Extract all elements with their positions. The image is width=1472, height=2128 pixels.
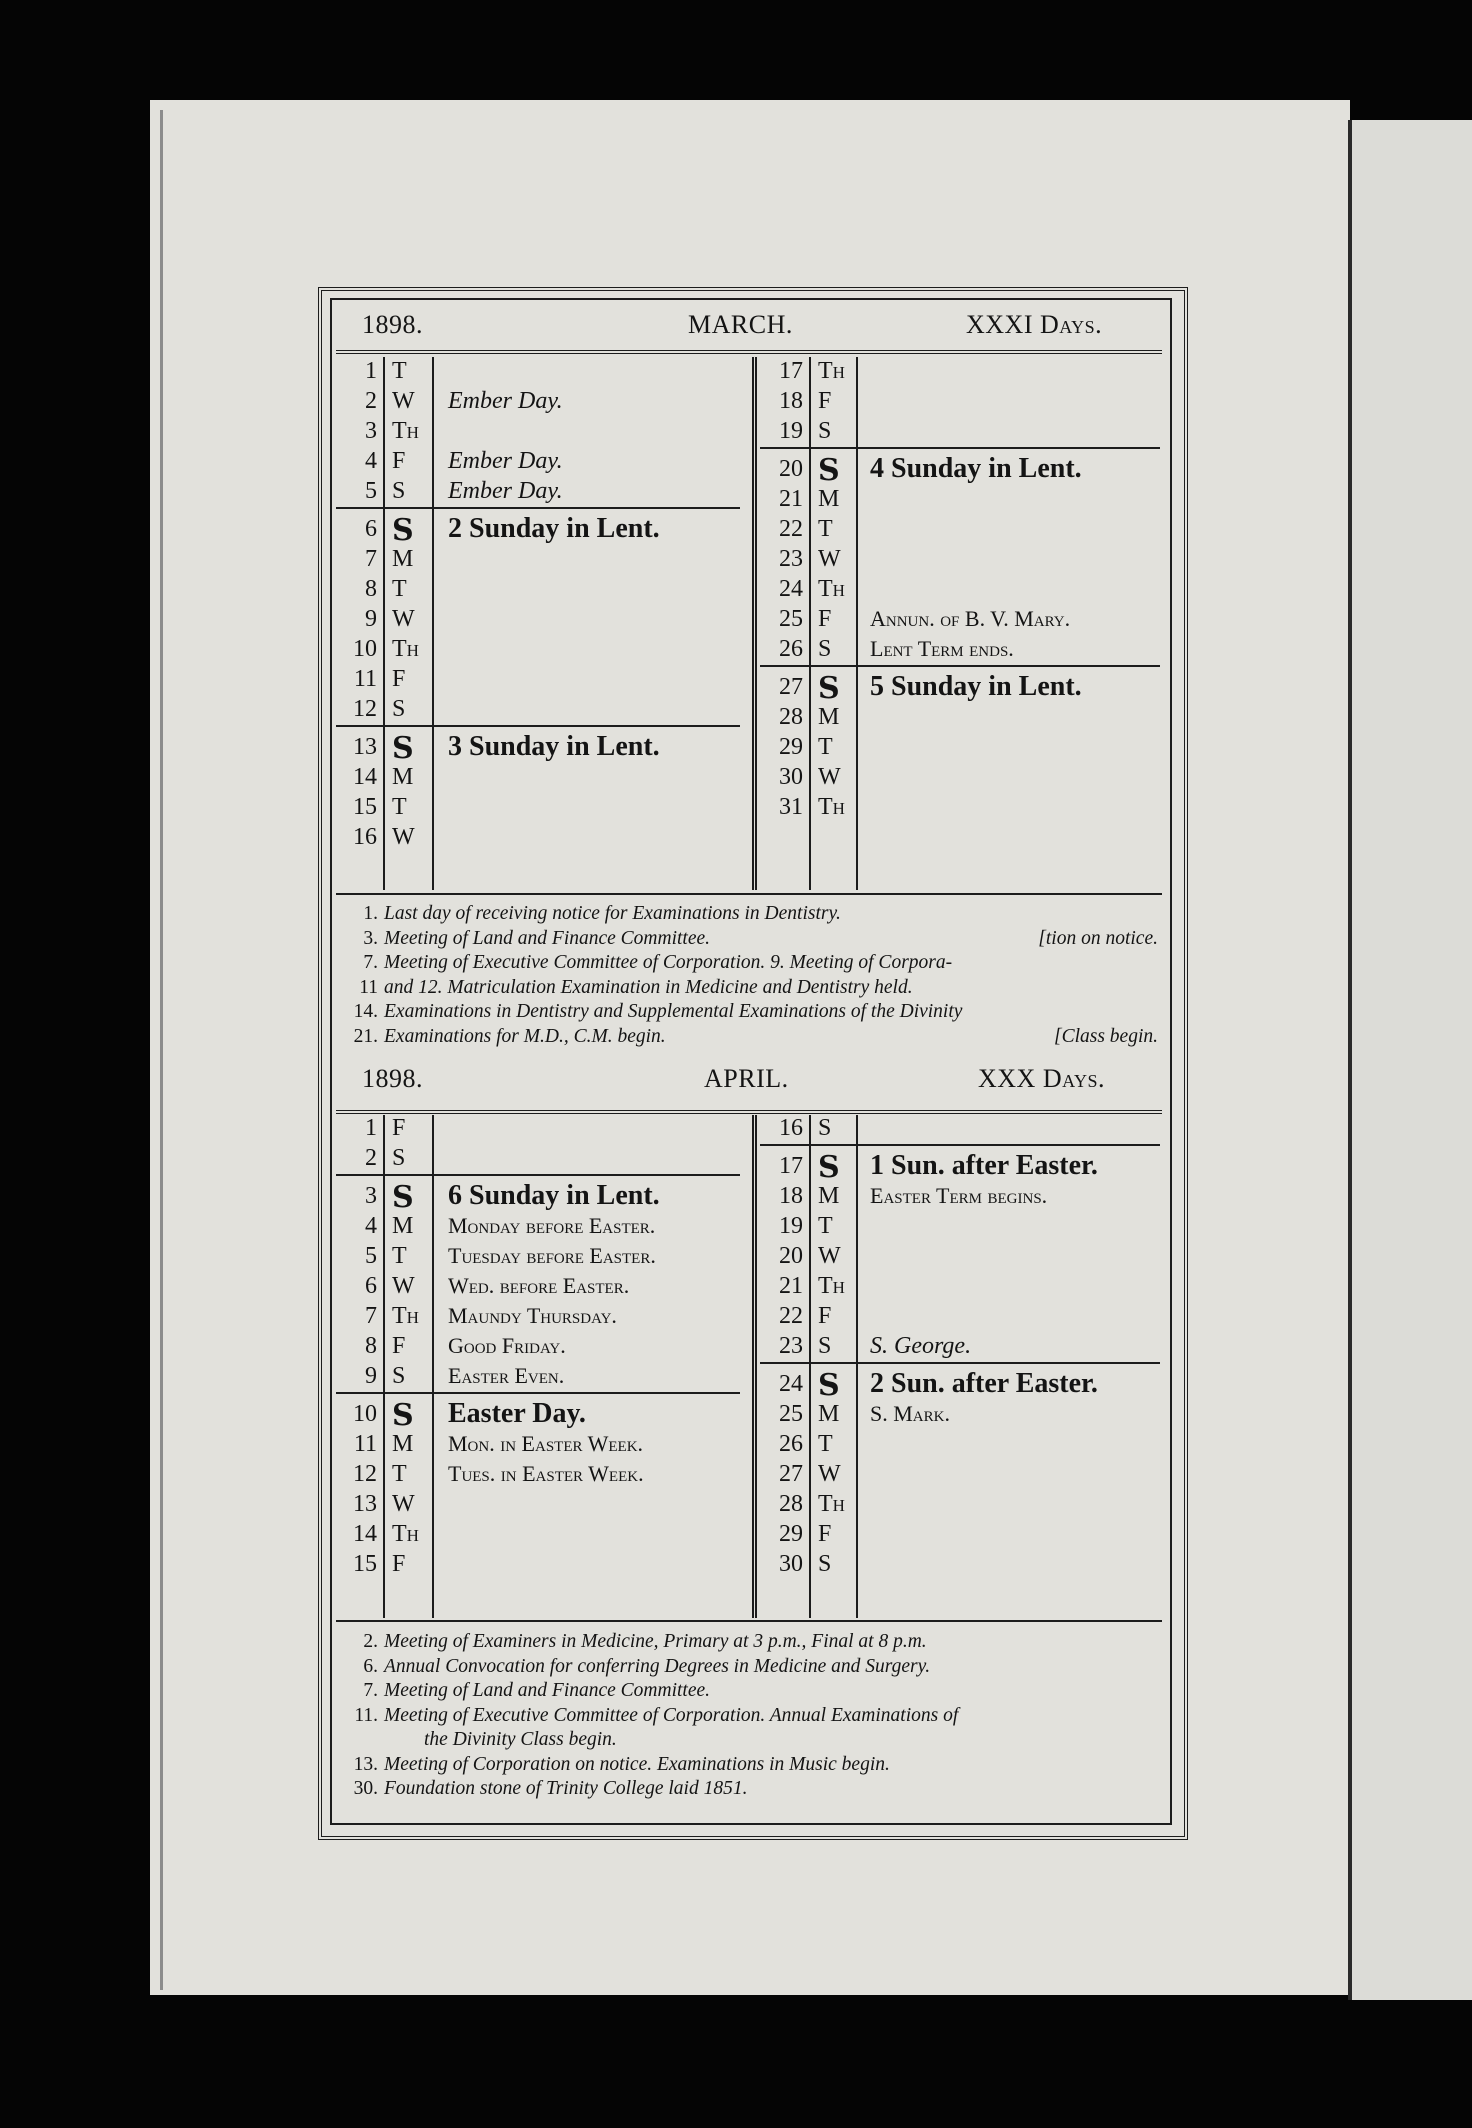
march-date-number: 4 [365, 448, 377, 474]
april-note-text: Meeting of Land and Finance Committee. [384, 1680, 711, 1701]
march-notes-rule [336, 893, 1162, 895]
march-weekday: T [392, 794, 407, 820]
march-sunday-glyph: S [818, 453, 840, 488]
march-sunday-glyph: S [392, 731, 414, 766]
march-day-note: Ember Day. [448, 478, 563, 504]
april-note-line [340, 1655, 1158, 1680]
march-weekday: M [818, 704, 840, 730]
april-day-note: Easter Even. [448, 1363, 565, 1388]
april-date-number: 12 [353, 1461, 377, 1487]
march-date-number: 8 [365, 576, 377, 602]
april-day-note: Mon. in Easter Week. [448, 1431, 644, 1456]
april-date-number: 16 [779, 1115, 803, 1141]
march-sunday-glyph: S [818, 671, 840, 706]
april-weekday: S [392, 1363, 406, 1389]
april-note-number: 7. [363, 1680, 378, 1701]
april-day-note: Monday before Easter. [448, 1213, 656, 1238]
march-weekday: Th [392, 636, 419, 662]
march-day-note: 4 Sunday in Lent. [870, 453, 1082, 484]
march-weekday: F [392, 666, 406, 692]
april-week-rule [760, 1144, 1160, 1146]
march-date-number: 14 [353, 764, 377, 790]
march-date-number: 9 [365, 606, 377, 632]
march-day-note: Ember Day. [448, 388, 563, 414]
april-day-note: Good Friday. [448, 1333, 566, 1358]
april-weekday: F [392, 1333, 406, 1359]
april-date-number: 30 [779, 1551, 803, 1577]
march-date-number: 16 [353, 824, 377, 850]
march-col-sep [432, 357, 434, 890]
april-weekday: F [392, 1115, 406, 1141]
april-col-sep [809, 1115, 811, 1618]
april-weekday: T [392, 1461, 407, 1487]
march-days-count: XXXI Days. [966, 310, 1103, 339]
march-note-text: Examinations for M.D., C.M. begin. [384, 1025, 666, 1047]
march-date-number: 18 [779, 388, 803, 414]
april-note-text: Foundation stone of Trinity College laid 1851. [384, 1778, 748, 1799]
april-weekday: W [818, 1243, 841, 1269]
march-note-number: 21. [353, 1025, 378, 1047]
march-date-number: 22 [779, 516, 803, 542]
april-weekday: M [818, 1183, 840, 1209]
april-day-note: 6 Sunday in Lent. [448, 1180, 660, 1211]
april-header-rule [336, 1110, 1162, 1114]
march-date-number: 20 [779, 456, 803, 482]
march-weekday: Th [818, 358, 845, 384]
april-date-number: 18 [779, 1183, 803, 1209]
april-note-text: Annual Convocation for conferring Degrees in Medicine and Surgery. [384, 1655, 931, 1677]
april-weekday: M [392, 1213, 414, 1239]
april-date-number: 2 [365, 1145, 377, 1171]
march-date-number: 27 [779, 674, 803, 700]
april-days-count: XXX Days. [978, 1064, 1105, 1093]
april-weekday: M [818, 1401, 840, 1427]
april-sunday-glyph: S [392, 1398, 414, 1433]
march-note-line [340, 902, 1158, 927]
march-note-line [340, 1025, 1158, 1050]
april-day-note: S. George. [870, 1333, 972, 1359]
april-day-note: Wed. before Easter. [448, 1273, 630, 1298]
april-day-note: Easter Term begins. [870, 1183, 1048, 1208]
april-note-number: 13. [353, 1753, 378, 1775]
april-day-note: Tues. in Easter Week. [448, 1461, 644, 1486]
april-date-number: 13 [353, 1491, 377, 1517]
april-weekday: W [392, 1273, 415, 1299]
march-date-number: 5 [365, 478, 377, 504]
march-weekday: M [392, 764, 414, 790]
april-col-sep [432, 1115, 434, 1618]
april-notes-rule [336, 1620, 1162, 1622]
april-day-note: Tuesday before Easter. [448, 1243, 656, 1268]
march-date-number: 11 [353, 666, 377, 692]
april-year: 1898. [362, 1064, 423, 1093]
march-month-title: MARCH. [688, 310, 793, 339]
march-notes [340, 902, 1158, 1049]
april-sunday-glyph: S [818, 1368, 840, 1403]
march-date-number: 6 [365, 516, 377, 542]
april-note-text: Meeting of Executive Committee of Corporation. Annual Examinations of [384, 1704, 959, 1726]
march-date-number: 31 [779, 794, 803, 820]
april-weekday: T [818, 1213, 833, 1239]
april-date-number: 7 [365, 1303, 377, 1329]
april-date-number: 9 [365, 1363, 377, 1389]
march-note-line [340, 951, 1158, 976]
april-date-number: 21 [779, 1273, 803, 1299]
march-col-sep [809, 357, 811, 890]
march-weekday: Th [392, 418, 419, 444]
march-header-rule [336, 350, 1162, 354]
april-note-line [340, 1777, 1158, 1802]
march-date-number: 10 [353, 636, 377, 662]
april-date-number: 8 [365, 1333, 377, 1359]
march-weekday: W [392, 388, 415, 414]
march-note-number: 14. [353, 1001, 378, 1022]
april-week-rule [760, 1362, 1160, 1364]
april-weekday: S [392, 1145, 406, 1171]
april-day-note: 2 Sun. after Easter. [870, 1368, 1098, 1399]
april-date-number: 3 [365, 1183, 377, 1209]
april-date-number: 17 [779, 1153, 803, 1179]
april-note-line [340, 1753, 1158, 1778]
march-note-number: 11 [359, 976, 378, 998]
april-sunday-glyph: S [392, 1180, 414, 1215]
april-notes [340, 1630, 1158, 1802]
march-weekday: T [392, 576, 407, 602]
april-date-number: 27 [779, 1461, 803, 1487]
april-note-text: Meeting of Examiners in Medicine, Primary at 3 p.m., Final at 8 p.m. [384, 1631, 927, 1652]
march-date-number: 13 [353, 734, 377, 760]
march-week-rule [760, 447, 1160, 449]
march-note-line [340, 1000, 1158, 1025]
april-date-number: 29 [779, 1521, 803, 1547]
march-weekday: T [818, 734, 833, 760]
march-col-sep [856, 357, 858, 890]
march-weekday: S [392, 478, 406, 504]
april-date-number: 25 [779, 1401, 803, 1427]
march-week-rule [336, 507, 740, 509]
april-note-text: the Divinity Class begin. [424, 1729, 617, 1750]
march-date-number: 25 [779, 606, 803, 632]
march-note-continuation: [tion on notice. [1038, 927, 1158, 949]
march-weekday: S [818, 636, 832, 662]
april-day-note: Maundy Thursday. [448, 1303, 617, 1328]
april-weekday: S [818, 1551, 832, 1577]
april-note-number: 2. [363, 1631, 378, 1652]
april-date-number: 26 [779, 1431, 803, 1457]
april-note-number: 30. [353, 1778, 378, 1799]
march-note-number: 1. [363, 903, 378, 924]
april-date-number: 1 [365, 1115, 377, 1141]
april-date-number: 28 [779, 1491, 803, 1517]
april-date-number: 11 [353, 1431, 377, 1457]
april-weekday: F [818, 1303, 832, 1329]
april-weekday: M [392, 1431, 414, 1457]
march-sunday-glyph: S [392, 513, 414, 548]
facing-page [1348, 120, 1472, 2000]
april-weekday: T [818, 1431, 833, 1457]
april-day-note: 1 Sun. after Easter. [870, 1150, 1098, 1181]
march-week-rule [336, 725, 740, 727]
march-weekday: T [392, 358, 407, 384]
april-date-number: 20 [779, 1243, 803, 1269]
april-note-line [340, 1679, 1158, 1704]
april-date-number: 14 [353, 1521, 377, 1547]
april-date-number: 10 [353, 1401, 377, 1427]
march-date-number: 2 [365, 388, 377, 414]
march-note-text: and 12. Matriculation Examination in Medicine and Dentistry held. [384, 976, 913, 998]
march-date-number: 12 [353, 696, 377, 722]
march-weekday: Th [818, 794, 845, 820]
march-date-number: 15 [353, 794, 377, 820]
march-date-number: 21 [779, 486, 803, 512]
march-day-note: 3 Sunday in Lent. [448, 731, 660, 762]
april-date-number: 19 [779, 1213, 803, 1239]
march-date-number: 29 [779, 734, 803, 760]
april-note-number: 6. [363, 1655, 378, 1677]
april-weekday: F [392, 1551, 406, 1577]
march-date-number: 30 [779, 764, 803, 790]
march-weekday: S [392, 696, 406, 722]
april-date-number: 15 [353, 1551, 377, 1577]
april-col-sep [856, 1115, 858, 1618]
april-date-number: 23 [779, 1333, 803, 1359]
march-weekday: F [818, 388, 832, 414]
april-sunday-glyph: S [818, 1150, 840, 1185]
march-note-line [340, 976, 1158, 1001]
april-date-number: 6 [365, 1273, 377, 1299]
march-date-number: 3 [365, 418, 377, 444]
march-day-note: 2 Sunday in Lent. [448, 513, 660, 544]
march-day-note: Ember Day. [448, 448, 563, 474]
march-date-number: 24 [779, 576, 803, 602]
march-note-text: Last day of receiving notice for Examinations in Dentistry. [384, 903, 841, 924]
march-year: 1898. [362, 310, 423, 339]
march-col-sep [383, 357, 385, 890]
april-weekday: Th [818, 1491, 845, 1517]
april-weekday: Th [818, 1273, 845, 1299]
april-weekday: S [818, 1333, 832, 1359]
april-week-rule [336, 1174, 740, 1176]
march-date-number: 19 [779, 418, 803, 444]
march-note-text: Meeting of Executive Committee of Corporation. 9. Meeting of Corpora- [384, 952, 953, 973]
march-note-text: Examinations in Dentistry and Supplemental Examinations of the Divinity [384, 1001, 963, 1022]
march-weekday: W [392, 606, 415, 632]
april-week-rule [336, 1392, 740, 1394]
march-weekday: M [392, 546, 414, 572]
april-date-number: 4 [365, 1213, 377, 1239]
march-date-number: 28 [779, 704, 803, 730]
march-note-continuation: [Class begin. [1053, 1025, 1158, 1047]
april-weekday: T [392, 1243, 407, 1269]
march-week-rule [760, 665, 1160, 667]
april-note-number: 11. [354, 1704, 378, 1726]
april-note-line [340, 1630, 1158, 1655]
april-note-line [340, 1728, 1158, 1753]
april-month-title: APRIL. [704, 1064, 789, 1093]
april-weekday: W [392, 1491, 415, 1517]
march-note-number: 3. [363, 927, 378, 949]
march-weekday: M [818, 486, 840, 512]
march-weekday: F [392, 448, 406, 474]
april-weekday: W [818, 1461, 841, 1487]
april-weekday: Th [392, 1303, 419, 1329]
march-note-line [340, 927, 1158, 952]
april-day-note: Easter Day. [448, 1398, 586, 1429]
march-day-note: Lent Term ends. [870, 636, 1014, 661]
march-date-number: 26 [779, 636, 803, 662]
april-weekday: S [818, 1115, 832, 1141]
april-note-line [340, 1704, 1158, 1729]
march-weekday: W [392, 824, 415, 850]
march-date-number: 7 [365, 546, 377, 572]
march-weekday: F [818, 606, 832, 632]
april-date-number: 24 [779, 1371, 803, 1397]
april-col-sep [383, 1115, 385, 1618]
march-note-text: Meeting of Land and Finance Committee. [384, 927, 711, 949]
april-note-text: Meeting of Corporation on notice. Examinations in Music begin. [384, 1753, 890, 1775]
april-day-note: S. Mark. [870, 1401, 950, 1426]
march-weekday: T [818, 516, 833, 542]
april-date-number: 22 [779, 1303, 803, 1329]
april-date-number: 5 [365, 1243, 377, 1269]
march-date-number: 23 [779, 546, 803, 572]
april-weekday: F [818, 1521, 832, 1547]
march-weekday: Th [818, 576, 845, 602]
march-day-note: Annun. of B. V. Mary. [870, 606, 1071, 631]
march-date-number: 17 [779, 358, 803, 384]
march-weekday: S [818, 418, 832, 444]
march-date-number: 1 [365, 358, 377, 384]
march-weekday: W [818, 546, 841, 572]
april-weekday: Th [392, 1521, 419, 1547]
march-weekday: W [818, 764, 841, 790]
march-day-note: 5 Sunday in Lent. [870, 671, 1082, 702]
march-note-number: 7. [363, 952, 378, 973]
